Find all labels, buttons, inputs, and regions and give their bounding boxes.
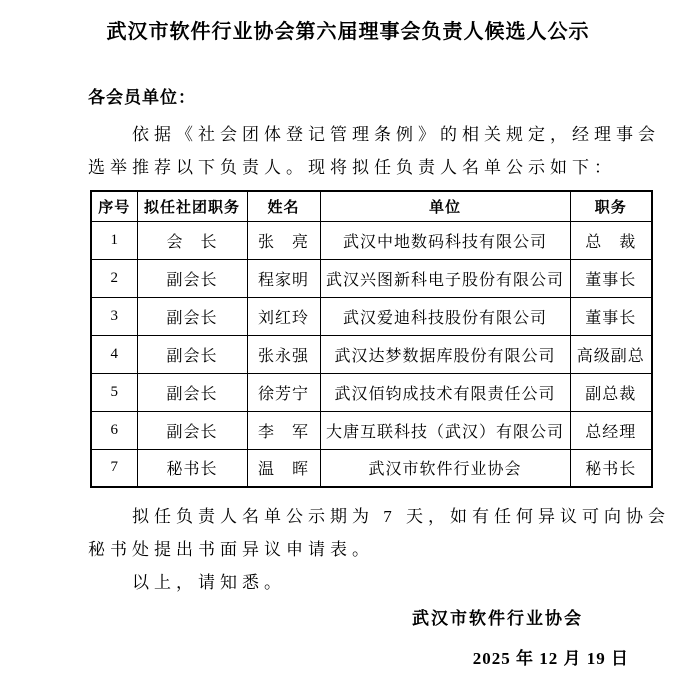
cell-unit: 武汉佰钧成技术有限责任公司 [320,373,570,411]
table-header-row [91,191,652,221]
table-row [91,259,652,297]
cell-name: 程家明 [247,259,320,297]
cell-index: 1 [91,221,137,259]
cell-name: 李 军 [247,411,320,449]
cell-role: 副会长 [137,259,247,297]
signature: 武汉市软件行业协会 [412,609,583,628]
salutation: 各会员单位： [88,88,196,107]
cell-index: 3 [91,297,137,335]
header-index: 序号 [91,191,137,221]
intro-line-2: 选举推荐以下负责人。现将拟任负责人名单公示如下： [88,158,616,177]
intro-line-1: 依据《社会团体登记管理条例》的相关规定，经理事会 [132,125,660,144]
header-name: 姓名 [247,191,320,221]
closing-line-2: 秘书处提出书面异议申请表。 [88,540,374,559]
table-row [91,297,652,335]
header-position: 职务 [570,191,652,221]
cell-position: 高级副总 [570,335,652,373]
cell-unit: 武汉达梦数据库股份有限公司 [320,335,570,373]
cell-position: 总 裁 [570,221,652,259]
cell-unit: 武汉市软件行业协会 [320,449,570,487]
cell-role: 副会长 [137,297,247,335]
acknowledgement-line: 以上，请知悉。 [132,573,286,592]
cell-position: 董事长 [570,259,652,297]
cell-role: 副会长 [137,335,247,373]
candidates-table-body [91,221,652,487]
cell-role: 会 长 [137,221,247,259]
cell-name: 张永强 [247,335,320,373]
table-row [91,335,652,373]
cell-unit: 武汉爱迪科技股份有限公司 [320,297,570,335]
document-date: 2025 年 12 月 19 日 [472,649,629,668]
cell-index: 6 [91,411,137,449]
table-row [91,373,652,411]
document-title: 武汉市软件行业协会第六届理事会负责人候选人公示 [106,21,590,43]
candidates-table [90,190,653,488]
cell-unit: 大唐互联科技（武汉）有限公司 [320,411,570,449]
cell-index: 4 [91,335,137,373]
acknowledgement-paragraph [88,566,656,599]
closing-paragraph [88,500,670,566]
cell-role: 副会长 [137,411,247,449]
cell-index: 7 [91,449,137,487]
table-row [91,221,652,259]
cell-position: 总经理 [570,411,652,449]
cell-name: 张 亮 [247,221,320,259]
cell-name: 徐芳宁 [247,373,320,411]
cell-name: 刘红玲 [247,297,320,335]
cell-index: 5 [91,373,137,411]
cell-position: 副总裁 [570,373,652,411]
header-role: 拟任社团职务 [137,191,247,221]
intro-paragraph [88,118,660,184]
cell-unit: 武汉兴图新科电子股份有限公司 [320,259,570,297]
table-row [91,411,652,449]
cell-role: 副会长 [137,373,247,411]
cell-unit: 武汉中地数码科技有限公司 [320,221,570,259]
cell-name: 温 晖 [247,449,320,487]
table-row [91,449,652,487]
closing-line-1: 拟任负责人名单公示期为 7 天，如有任何异议可向协会 [132,507,670,526]
cell-role: 秘书长 [137,449,247,487]
cell-position: 秘书长 [570,449,652,487]
cell-index: 2 [91,259,137,297]
header-unit: 单位 [320,191,570,221]
cell-position: 董事长 [570,297,652,335]
